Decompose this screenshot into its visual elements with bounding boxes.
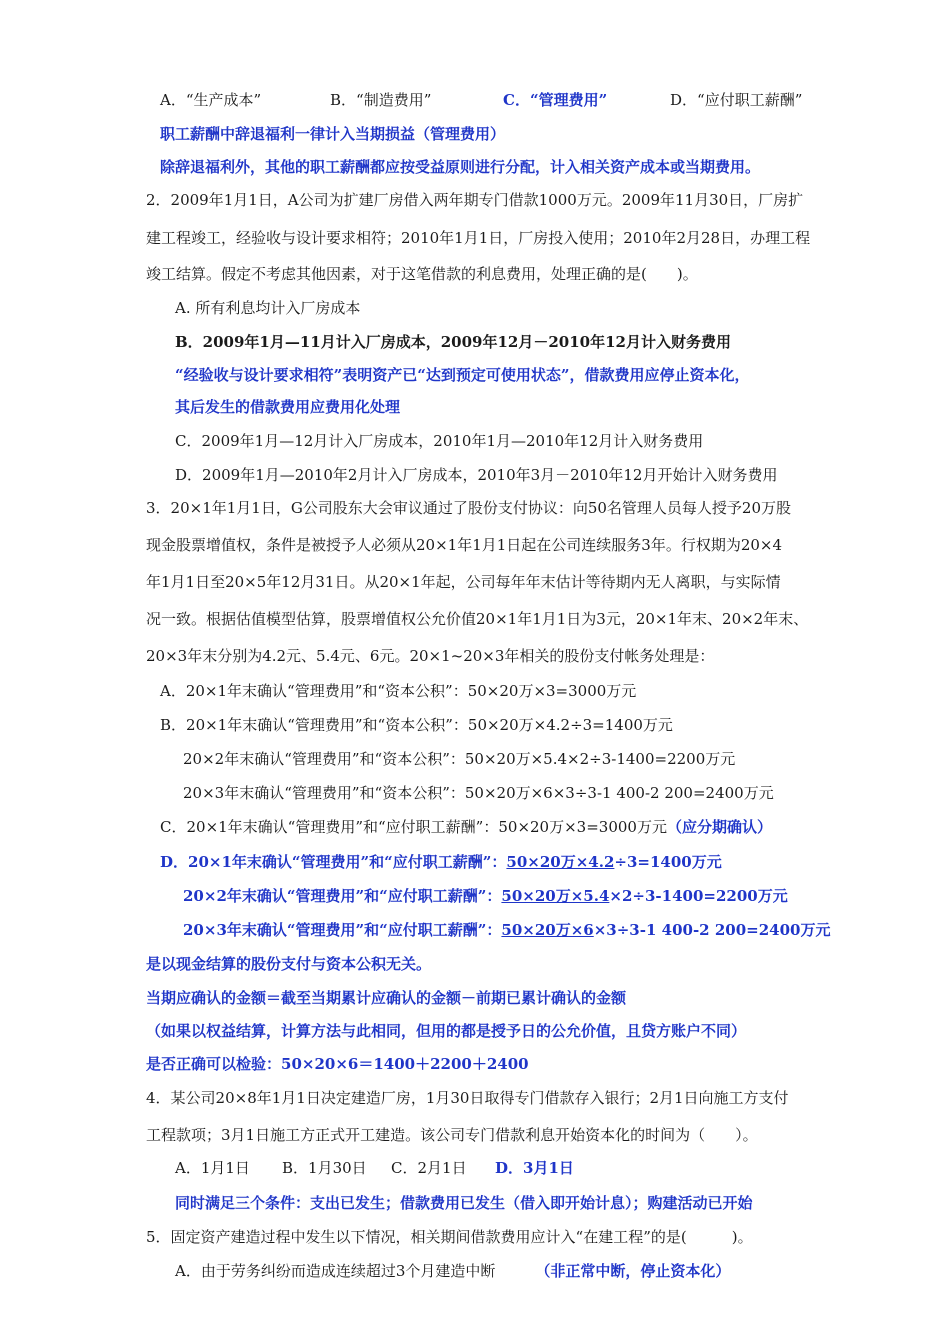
q3-option-d-2-post: ×2÷3-1400=2200万元 [609, 887, 788, 905]
q3-stem-5: 20×3年末分别为4.2元、5.4元、6元。20×1~20×3年相关的股份支付帐务处理是： [146, 647, 715, 665]
q4-stem-2: 工程款项；3月1日施工方正式开工建造。该公司专门借款利息开始资本化的时间为（ ）。 [146, 1126, 758, 1144]
q3-option-d-3-underlined: 50×20万×6 [501, 921, 594, 939]
q2-note-1: “经验收与设计要求相符”表明资产已“达到预定可使用状态”，借款费用应停止资本化， [175, 366, 750, 384]
q2-option-a: A. 所有利息均计入厂房成本 [175, 299, 361, 317]
q4-stem-1: 4．某公司20×8年1月1日决定建造厂房，1月30日取得专门借款存入银行；2月1日向施工方支付 [146, 1089, 789, 1107]
q3-option-d-1-underlined: 50×20万×4.2 [506, 853, 615, 871]
q1-option-d: D．“应付职工薪酬” [670, 91, 803, 109]
q3-option-d-1 [160, 852, 722, 872]
q3-option-d-1-pre: D．20×1年末确认“管理费用”和“应付职工薪酬”： [160, 853, 507, 871]
q1-option-c: C．“管理费用” [503, 91, 608, 109]
q3-stem-1: 3．20×1年1月1日，G公司股东大会审议通过了股份支付协议：向50名管理人员每人授予20万股 [146, 499, 791, 517]
q3-option-a: A．20×1年末确认“管理费用”和“资本公积”：50×20万×3=3000万元 [160, 682, 637, 700]
q4-note: 同时满足三个条件：支出已发生；借款费用已发生（借入即开始计息）；购建活动已开始 [175, 1194, 753, 1212]
q5-option-a [175, 1261, 730, 1281]
q3-option-b-3: 20×3年末确认“管理费用”和“资本公积”：50×20万×6×3÷3-1 400-2 200=2400万元 [183, 784, 774, 802]
q4-option-c: C．2月1日 [391, 1159, 467, 1177]
q2-stem-1: 2．2009年1月1日，A公司为扩建厂房借入两年期专门借款1000万元。2009年11月30日，厂房扩 [146, 191, 804, 209]
q3-option-d-3-post: ×3÷3-1 400-2 200=2400万元 [593, 921, 831, 939]
q3-stem-4: 况一致。根据估值模型估算，股票增值权公允价值20×1年1月1日为3元，20×1年末、20×2年末、 [146, 610, 809, 628]
q3-stem-2: 现金股票增值权，条件是被授予人必须从20×1年1月1日起在公司连续服务3年。行权期为20×4 [146, 536, 783, 554]
q1-option-b: B．“制造费用” [330, 91, 432, 109]
q3-option-d-2-underlined: 50×20万×5.4 [501, 887, 610, 905]
q4-option-d: D．3月1日 [495, 1159, 574, 1177]
q1-option-a: A．“生产成本” [160, 91, 262, 109]
q5-stem: 5．固定资产建造过程中发生以下情况，相关期间借款费用应计入“在建工程”的是( )。 [146, 1228, 753, 1246]
q3-option-d-2 [183, 886, 788, 906]
q3-option-d-3 [183, 920, 830, 940]
q3-option-b-1: B．20×1年末确认“管理费用”和“资本公积”：50×20万×4.2÷3=1400万元 [160, 716, 673, 734]
q4-option-a: A．1月1日 [175, 1159, 250, 1177]
q2-stem-3: 竣工结算。假定不考虑其他因素，对于这笔借款的利息费用，处理正确的是( )。 [146, 265, 698, 283]
q2-option-b: B．2009年1月—11月计入厂房成本，2009年12月－2010年12月计入财务费用 [175, 333, 731, 351]
q2-option-d: D．2009年1月—2010年2月计入厂房成本，2010年3月－2010年12月开始计入财务费用 [175, 466, 778, 484]
q3-option-b-2: 20×2年末确认“管理费用”和“资本公积”：50×20万×5.4×2÷3-1400=2200万元 [183, 750, 736, 768]
q3-note-2: 当期应确认的金额＝截至当期累计应确认的金额－前期已累计确认的金额 [146, 989, 627, 1007]
q2-note-2: 其后发生的借款费用应费用化处理 [175, 398, 401, 416]
q1-options [160, 90, 802, 110]
q2-stem-2: 建工程竣工，经验收与设计要求相符；2010年1月1日，厂房投入使用；2010年2月28日，办理工程 [146, 229, 811, 247]
q3-option-d-2-pre: 20×2年末确认“管理费用”和“应付职工薪酬”： [183, 887, 502, 905]
q3-option-d-3-pre: 20×3年末确认“管理费用”和“应付职工薪酬”： [183, 921, 502, 939]
q1-note-2: 除辞退福利外，其他的职工薪酬都应按受益原则进行分配，计入相关资产成本或当期费用。 [160, 158, 761, 176]
q5-option-a-note: （非正常中断，停止资本化） [535, 1262, 731, 1280]
q3-note-4: 是否正确可以检验：50×20×6＝1400＋2200＋2400 [146, 1055, 529, 1073]
q4-options [175, 1158, 574, 1178]
q3-option-c-text: C．20×1年末确认“管理费用”和“应付职工薪酬”：50×20万×3=3000万元 [160, 818, 667, 836]
q2-option-c: C．2009年1月—12月计入厂房成本，2010年1月—2010年12月计入财务费用 [175, 432, 704, 450]
q3-option-c-note: （应分期确认） [666, 818, 772, 836]
q5-option-a-text: A．由于劳务纠纷而造成连续超过3个月建造中断 [175, 1262, 496, 1280]
q3-note-1: 是以现金结算的股份支付与资本公积无关。 [146, 955, 432, 973]
q3-stem-3: 年1月1日至20×5年12月31日。从20×1年起，公司每年年末估计等待期内无人离职，与实际情 [146, 573, 781, 591]
q4-option-b: B．1月30日 [282, 1159, 367, 1177]
q1-note-1: 职工薪酬中辞退福利一律计入当期损益（管理费用） [160, 125, 506, 143]
q3-note-3: （如果以权益结算，计算方法与此相同，但用的都是授予日的公允价值，且贷方账户不同） [146, 1022, 747, 1040]
q3-option-d-1-post: ÷3=1400万元 [614, 853, 722, 871]
q3-option-c [160, 817, 772, 837]
